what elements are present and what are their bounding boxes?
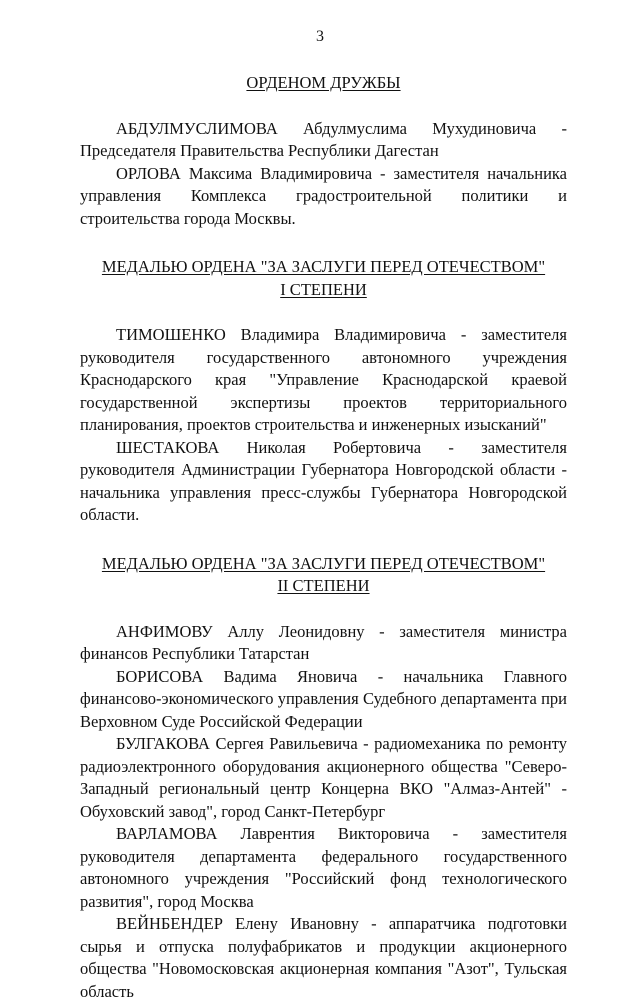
- heading-line: ОРДЕНОМ ДРУЖБЫ: [80, 72, 567, 95]
- award-entry: ТИМОШЕНКО Владимира Владимировича - заместителя руководителя государственного автономного учреждения Краснодарского края "Управление Краснодарской краевой государственной экспертизы проектов территориального планирования, проектов строительства и инженерных изысканий": [80, 324, 567, 437]
- section-heading: [80, 553, 567, 598]
- heading-line: МЕДАЛЬЮ ОРДЕНА "ЗА ЗАСЛУГИ ПЕРЕД ОТЕЧЕСТВОМ": [80, 256, 567, 279]
- decree-body: [80, 72, 567, 1003]
- section-medal-first-degree: [80, 256, 567, 527]
- award-entry: АБДУЛМУСЛИМОВА Абдулмуслима Мухудиновича - Председателя Правительства Республики Дагестан: [80, 118, 567, 163]
- section-medal-second-degree: [80, 553, 567, 1003]
- award-entry: БОРИСОВА Вадима Яновича - начальника Главного финансово-экономического управления Судебного департамента при Верховном Суде Российской Федерации: [80, 666, 567, 734]
- heading-line: II СТЕПЕНИ: [80, 575, 567, 598]
- section-heading: [80, 256, 567, 301]
- award-entry: ВАРЛАМОВА Лаврентия Викторовича - заместителя руководителя департамента федерального государственного автономного учреждения "Российский фонд технологического развития", город Москва: [80, 823, 567, 913]
- award-entry: ВЕЙНБЕНДЕР Елену Ивановну - аппаратчика подготовки сырья и отпуска полуфабрикатов и продукции акционерного общества "Новомосковская акционерная компания "Азот", Тульская область: [80, 913, 567, 1003]
- section-heading: [80, 72, 567, 95]
- section-order-of-friendship: [80, 72, 567, 230]
- heading-line: МЕДАЛЬЮ ОРДЕНА "ЗА ЗАСЛУГИ ПЕРЕД ОТЕЧЕСТВОМ": [80, 553, 567, 576]
- award-entry: БУЛГАКОВА Сергея Равильевича - радиомеханика по ремонту радиоэлектронного оборудования акционерного общества "Северо-Западный региональный центр Концерна ВКО "Алмаз-Антей" - Обуховский завод", город Санкт-Петербург: [80, 733, 567, 823]
- award-entry: АНФИМОВУ Аллу Леонидовну - заместителя министра финансов Республики Татарстан: [80, 621, 567, 666]
- page-number: 3: [0, 28, 640, 46]
- award-entry: ОРЛОВА Максима Владимировича - заместителя начальника управления Комплекса градостроительной политики и строительства города Москвы.: [80, 163, 567, 231]
- heading-line: I СТЕПЕНИ: [80, 279, 567, 302]
- award-entry: ШЕСТАКОВА Николая Робертовича - заместителя руководителя Администрации Губернатора Новгородской области - начальника управления пресс-службы Губернатора Новгородской области.: [80, 437, 567, 527]
